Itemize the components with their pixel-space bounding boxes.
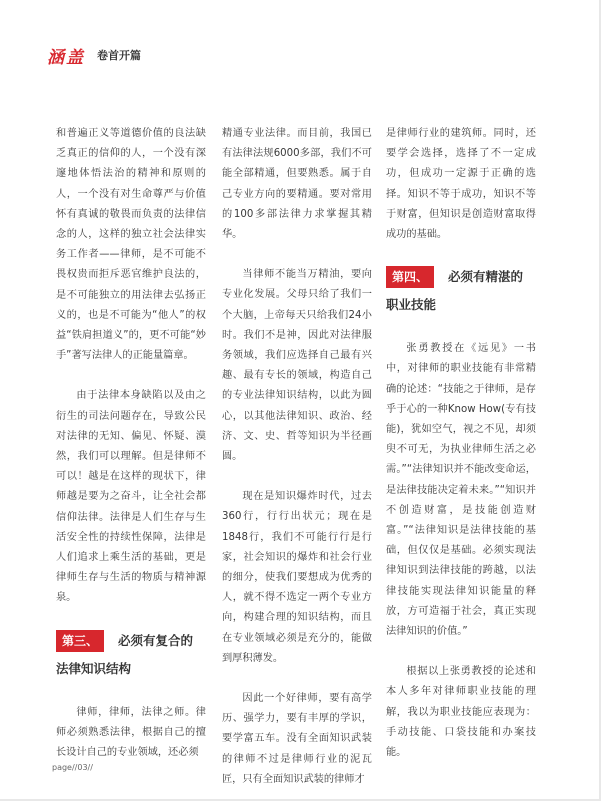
paragraph: 是律师行业的建筑师。同时，还要学会选择，选择了不一定成功，但成功一定源于正确的选择。知识不等于成功，知识不等于财富，但知识是创造财富取得成功的基础。	[386, 128, 536, 241]
paragraph: 精通专业法律。而目前，我国已有法律法规6000多部，我们不可能全部精通，但要熟悉。属于自己专业方向的要精通。要对常用的100多部法律力求掌握其精华。	[222, 128, 372, 241]
paragraph: 张勇教授在《远见》一书中，对律师的职业技能有非常精确的论述：“技能之于律师，是存乎于心的一种Know How(专有技能)，犹如空气，视之不见，却须臾不可无，为执业律师生活之必需。”“法律知识并不能改变命运，是法律技能决定着未来。”“知识并不创造财富，是技能创造财富。”“法律知识是法律技能的基础，但仅仅是基础。必须实现法律知识到法律技能的跨越，以法律技能实现法律知识能量的释放，方可造福于社会，真正实现法律知识的价值。”	[386, 343, 536, 638]
paragraph: 由于法律本身缺陷以及由之衍生的司法问题存在，导致公民对法律的无知、偏见、怀疑、漠然，我们可以理解。但是律师不可以！越是在这样的现状下，律师越是要为之奋斗，让全社会都信仰法律。法律是人们生存与生活安全性的持续性保障，法律是人们追求上乘生活的基础，更是律师生存与生活的物质与精神源泉。	[56, 390, 206, 604]
page-header	[47, 44, 141, 66]
paragraph: 当律师不能当万精油，要向专业化发展。父母只给了我们一个大脑，上帝每天只给我们24小时。我们不是神，因此对法律服务领域，我们应选择自己最有兴趣、最有专长的领域，构造自己的专业法律知识结构，以此为圆心，以其他法律知识、政治、经济、文、史、哲等知识为半径画圆。	[222, 269, 372, 463]
section-title-line2: 职业技能	[386, 297, 437, 313]
section-number-tag: 第三、	[56, 630, 104, 652]
paragraph: 和普遍正义等道德价值的良法缺乏真正的信仰的人，一个没有深邃地体悟法治的精神和原则的人，一个没有对生命尊严与价值怀有真诚的敬畏而负责的法律信念的人，这样的独立社会法律实务工作者——律师，是不可能不畏权贵而拒斥恶官维护良法的，是不可能独立的用法律去弘扬正义的，也是不可能为“他人”的权益“铁肩担道义”的，更不可能“妙手”著写法律人的正能量篇章。	[56, 128, 206, 362]
section-title-line2: 法律知识结构	[56, 660, 132, 676]
section-name: 卷首开篇	[97, 49, 141, 62]
text-column-1	[56, 124, 206, 763]
section-title: 必须有精湛的	[448, 269, 524, 285]
paragraph: 根据以上张勇教授的论述和本人多年对律师职业技能的理解，我以为职业技能应表现为：手动技能、口袋技能和办案技能。	[386, 666, 536, 759]
text-column-3	[386, 124, 536, 763]
paragraph: 律师，律师，法律之师。律师必须熟悉法律，根据自己的擅长设计自己的专业领域，还必须	[56, 706, 206, 759]
paragraph: 现在是知识爆炸时代，过去360行，行行出状元；现在是1848行，我们不可能行行是行家，社会知识的爆炸和社会行业的细分，使我们要想成为优秀的人，就不得不选定一两个专业方向，构建合理的知识结构，而且在专业领域必须是充分的，能做到厚积薄发。	[222, 491, 372, 664]
paragraph: 因此一个好律师，要有高学历、强学力，要有丰厚的学识，要学富五车。没有全面知识武装的律师不过是律师行业的泥瓦匠，只有全面知识武装的律师才	[222, 693, 372, 785]
magazine-logo: 涵盖	[47, 47, 85, 68]
section-heading-3	[56, 629, 206, 681]
section-heading-4	[386, 265, 536, 317]
section-title: 必须有复合的	[118, 632, 194, 648]
page-number: page//03//	[52, 763, 93, 772]
section-number-tag: 第四、	[386, 266, 434, 288]
text-column-2	[222, 124, 372, 790]
